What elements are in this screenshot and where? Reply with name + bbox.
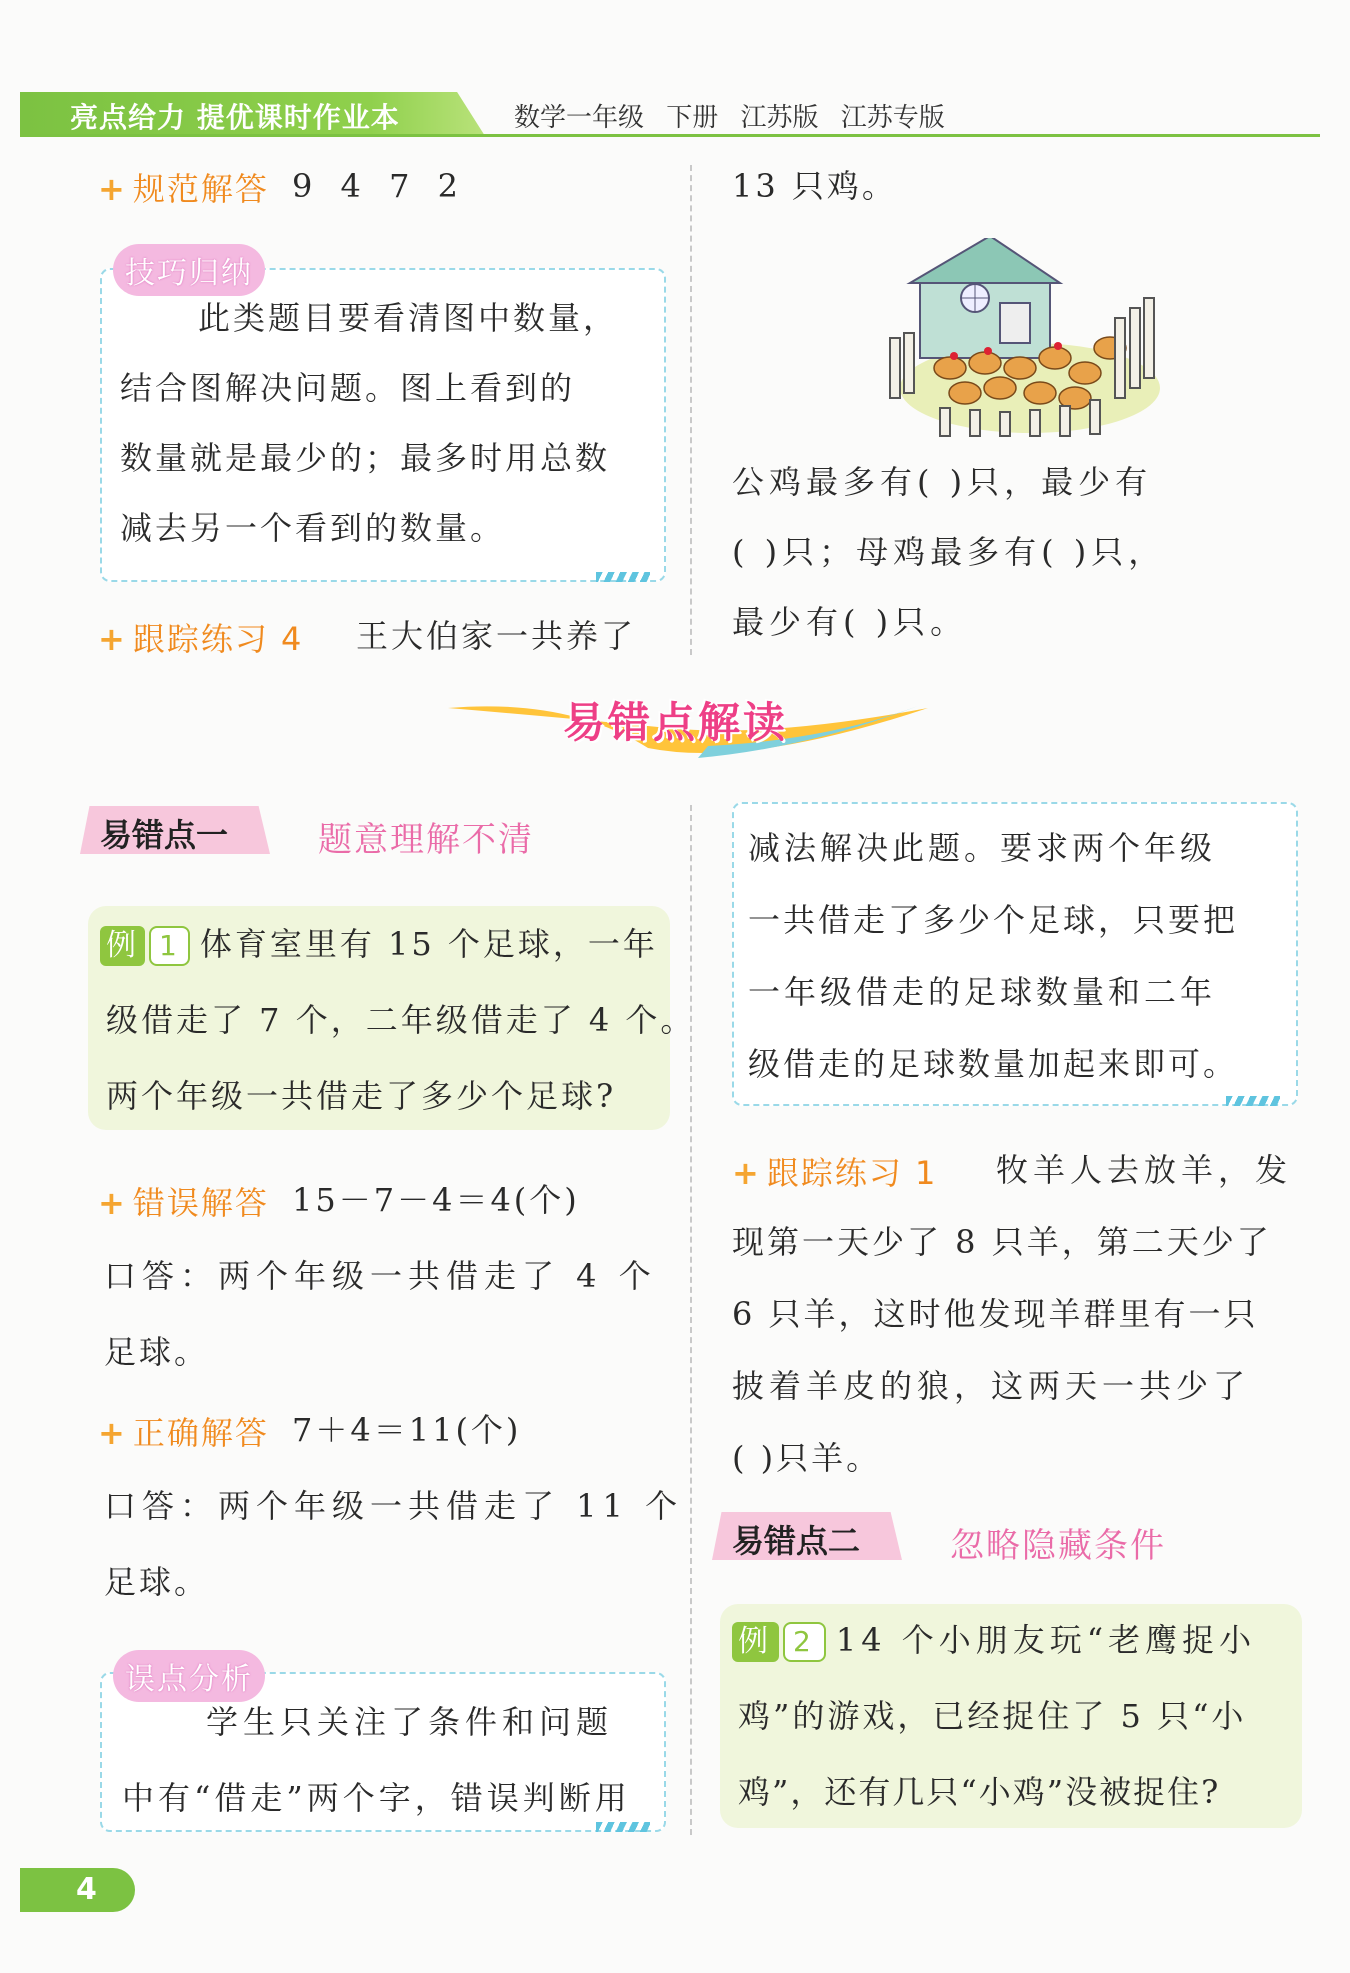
analysis-line: 中有“借走”两个字，错误判断用 <box>122 1779 631 1817</box>
tip-title: 技巧归纳 <box>113 244 265 296</box>
analysis-line: 级借走的足球数量加起来即可。 <box>748 1045 1239 1083</box>
analysis-line: 一共借走了多少个足球，只要把 <box>748 901 1239 939</box>
right-answer-line: 足球。 <box>104 1563 210 1601</box>
example-badge: 例 <box>732 1622 779 1662</box>
column-divider-bottom <box>690 805 692 1835</box>
wrong-answer-line: 足球。 <box>104 1333 210 1371</box>
example-1-line: 两个年级一共借走了多少个足球? <box>106 1077 617 1115</box>
analysis-title: 误点分析 <box>113 1650 265 1702</box>
practice-1-label: + 跟踪练习 1 <box>732 1154 938 1192</box>
page-number-tab <box>20 1868 135 1912</box>
tip-line: 结合图解决问题。图上看到的 <box>120 369 576 407</box>
page-number: 4 <box>76 1872 97 1907</box>
analysis-line: 减法解决此题。要求两个年级 <box>748 829 1217 867</box>
column-divider-top <box>690 165 692 655</box>
wrong-answer-line: 口答：两个年级一共借走了 4 个 <box>104 1257 657 1295</box>
tip-line: 减去另一个看到的数量。 <box>120 509 506 547</box>
error-tag-2: 易错点二 <box>732 1522 861 1560</box>
example-2-line: 鸡”，还有几只“小鸡”没被捉住? <box>738 1773 1221 1811</box>
tip-line: 此类题目要看清图中数量， <box>198 299 619 337</box>
practice-4-continued: 13 只鸡。 <box>732 167 897 205</box>
practice-1-line: ( )只羊。 <box>732 1439 882 1477</box>
box-decoration <box>596 1822 650 1832</box>
series-title: 亮点给力 提优课时作业本 <box>70 101 400 134</box>
practice-1-line: 牧羊人去放羊，发 <box>996 1151 1293 1189</box>
example-badge: 例 <box>100 926 145 966</box>
practice-1-line: 6 只羊，这时他发现羊群里有一只 <box>732 1295 1259 1333</box>
right-answer-label: + 正确解答 <box>98 1414 269 1452</box>
right-answer-value: 7＋4＝11(个) <box>292 1411 522 1449</box>
example-2-line: 鸡”的游戏，已经捉住了 5 只“小 <box>738 1697 1247 1735</box>
box-decoration <box>596 572 650 582</box>
example-1-line: 例 1 体育室里有 15 个足球，一年 <box>100 924 658 966</box>
analysis-line: 一年级借走的足球数量和二年 <box>748 973 1217 1011</box>
tip-line: 数量就是最少的；最多时用总数 <box>120 439 611 477</box>
example-number: 1 <box>149 926 190 966</box>
section-title: 易错点解读 <box>563 698 789 747</box>
error-subtitle-1: 题意理解不清 <box>318 820 534 860</box>
analysis-line: 学生只关注了条件和问题 <box>206 1703 614 1741</box>
book-meta: 数学一年级 下册 江苏版 江苏专版 <box>514 103 945 133</box>
example-1-line: 级借走了 7 个，二年级借走了 4 个。 <box>106 1001 696 1039</box>
chicken-coop-illustration <box>880 238 1160 438</box>
question-line: 公鸡最多有( )只，最少有 <box>732 463 1153 501</box>
practice-1-line: 现第一天少了 8 只羊，第二天少了 <box>732 1223 1272 1261</box>
question-line: 最少有( )只。 <box>732 603 968 641</box>
error-tag-1: 易错点一 <box>100 816 229 854</box>
practice-4-text: 王大伯家一共养了 <box>356 617 637 655</box>
wrong-answer-label: + 错误解答 <box>98 1184 269 1222</box>
error-subtitle-2: 忽略隐藏条件 <box>950 1526 1166 1566</box>
question-line: ( )只；母鸡最多有( )只， <box>732 533 1166 571</box>
practice-4-label: + 跟踪练习 4 <box>98 620 304 658</box>
box-decoration <box>1226 1096 1280 1106</box>
practice-1-line: 披着羊皮的狼，这两天一共少了 <box>732 1367 1251 1405</box>
wrong-answer-value: 15－7－4＝4(个) <box>292 1181 580 1219</box>
right-answer-line: 口答：两个年级一共借走了 11 个 <box>104 1487 684 1525</box>
example-number: 2 <box>783 1622 826 1662</box>
example-2-line: 例 2 14 个小朋友玩“老鹰捉小 <box>732 1620 1256 1662</box>
standard-answer-label: + 规范解答 <box>98 170 269 208</box>
header-rule <box>20 134 1320 137</box>
standard-answer-value: 9 4 7 2 <box>292 167 461 205</box>
